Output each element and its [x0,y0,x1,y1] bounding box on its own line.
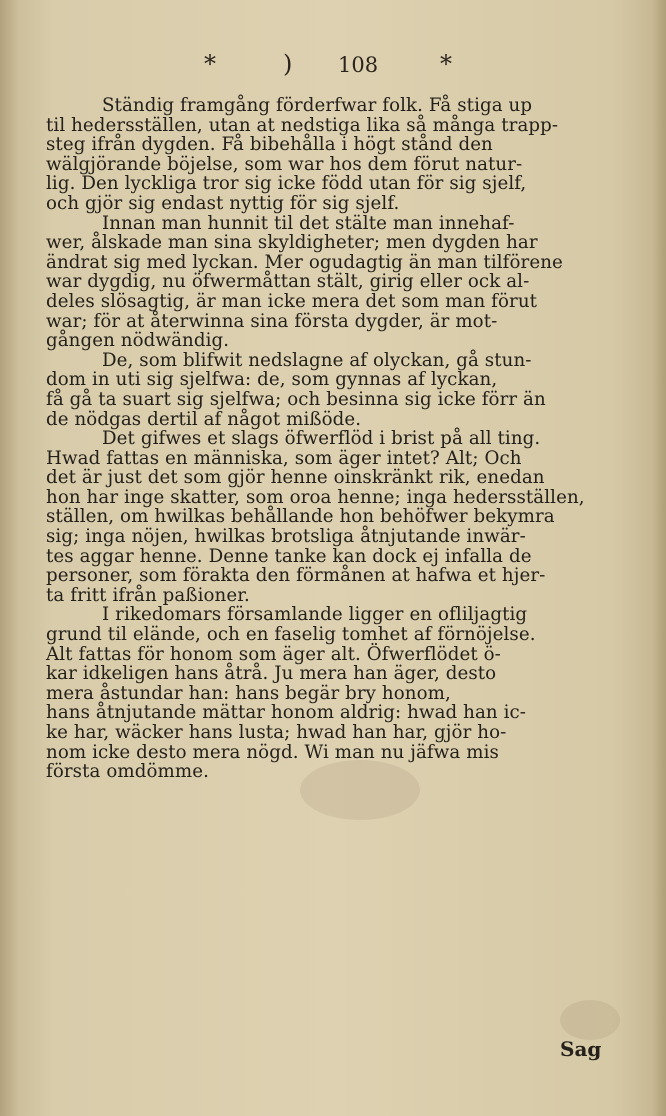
text-line: Hwad fattas en människa, som äger intet? Alt; Och [46,447,522,469]
text-line: nom icke desto mera nögd. Wi man nu jäfwa mis [46,741,499,763]
text-line: tes aggar henne. Denne tanke kan dock ej infalla de [46,545,532,567]
catchword: Sag [560,1037,602,1061]
text-line: ke har, wäcker hans lusta; hwad han har, gjör ho- [46,722,507,743]
text-line: grund til elände, och en faselig tomhet af förnöjelse. [46,624,536,646]
text-line: få gå ta suart sig sjelfwa; och besinna sig icke förr än [46,388,546,410]
text-line: dom in uti sig sjelfwa: de, som gynnas af lyckan, [46,369,498,391]
running-header [0,50,666,90]
text-line: ta fritt ifrån paßioner. [46,584,250,606]
text-line: war; för at återwinna sina första dygder, är mot- [46,310,498,332]
text-line: det är just det som gjör henne oinskränkt rik, enedan [46,467,545,489]
text-line: hon har inge skatter, som oroa henne; inga hedersställen, [46,486,585,508]
text-line: Ständig framgång förderfwar folk. Få stiga up [102,95,533,116]
page-number: 108 [338,53,379,77]
text-line: Det gifwes et slags öfwerflöd i brist på all ting. [102,428,541,450]
text-line: de nödgas dertil af något mißöde. [46,408,362,430]
text-line: wer, ålskade man sina skyldigheter; men dygden har [46,232,538,254]
text-line: första omdömme. [46,761,209,783]
header-star-left: * [204,50,216,78]
paper-stain [560,1000,620,1040]
header-paren: ) [283,50,293,78]
text-line: Alt fattas för honom som äger alt. Öfwerflödet ö- [46,643,501,665]
text-line: personer, som förakta den förmånen at hafwa et hjer- [46,565,546,587]
text-line: war dygdig, nu öfwermåttan stält, girig eller ock al- [46,271,530,293]
text-line: steg ifrån dygden. Få bibehålla i högt stånd den [46,134,493,156]
text-line: mera åstundar han: hans begär bry honom, [46,682,451,704]
text-line: lig. Den lyckliga tror sig icke född utan för sig sjelf, [46,173,527,195]
page-right-edge-shadow [652,0,666,1116]
text-line: gången nödwändig. [46,330,230,352]
text-line: De, som blifwit nedslagne af olyckan, gå stun- [102,349,532,371]
text-line: I rikedomars församlande ligger en ofliljagtig [102,604,528,626]
text-line: ställen, om hwilkas behållande hon behöfwer bekymra [46,506,555,528]
text-line: Innan man hunnit til det stälte man innehaf- [102,212,515,234]
body-text [46,96,626,782]
text-line: wälgjörande böjelse, som war hos dem förut natur- [46,153,523,175]
text-line: kar idkeligen hans åtrå. Ju mera han äger, desto [46,663,497,685]
text-line: och gjör sig endast nyttig för sig sjelf. [46,192,400,214]
text-line: deles slösagtig, är man icke mera det som man förut [46,290,538,312]
page-left-edge-shadow [0,0,18,1116]
text-line: til hedersställen, utan at nedstiga lika så många trapp- [46,114,559,136]
text-line: ändrat sig med lyckan. Mer ogudagtig än man tilförene [46,251,563,273]
text-line: sig; inga nöjen, hwilkas brotsliga åtnjutande inwär- [46,526,526,548]
header-star-right: * [440,50,452,78]
text-line: hans åtnjutande mättar honom aldrig: hwad han ic- [46,702,527,724]
